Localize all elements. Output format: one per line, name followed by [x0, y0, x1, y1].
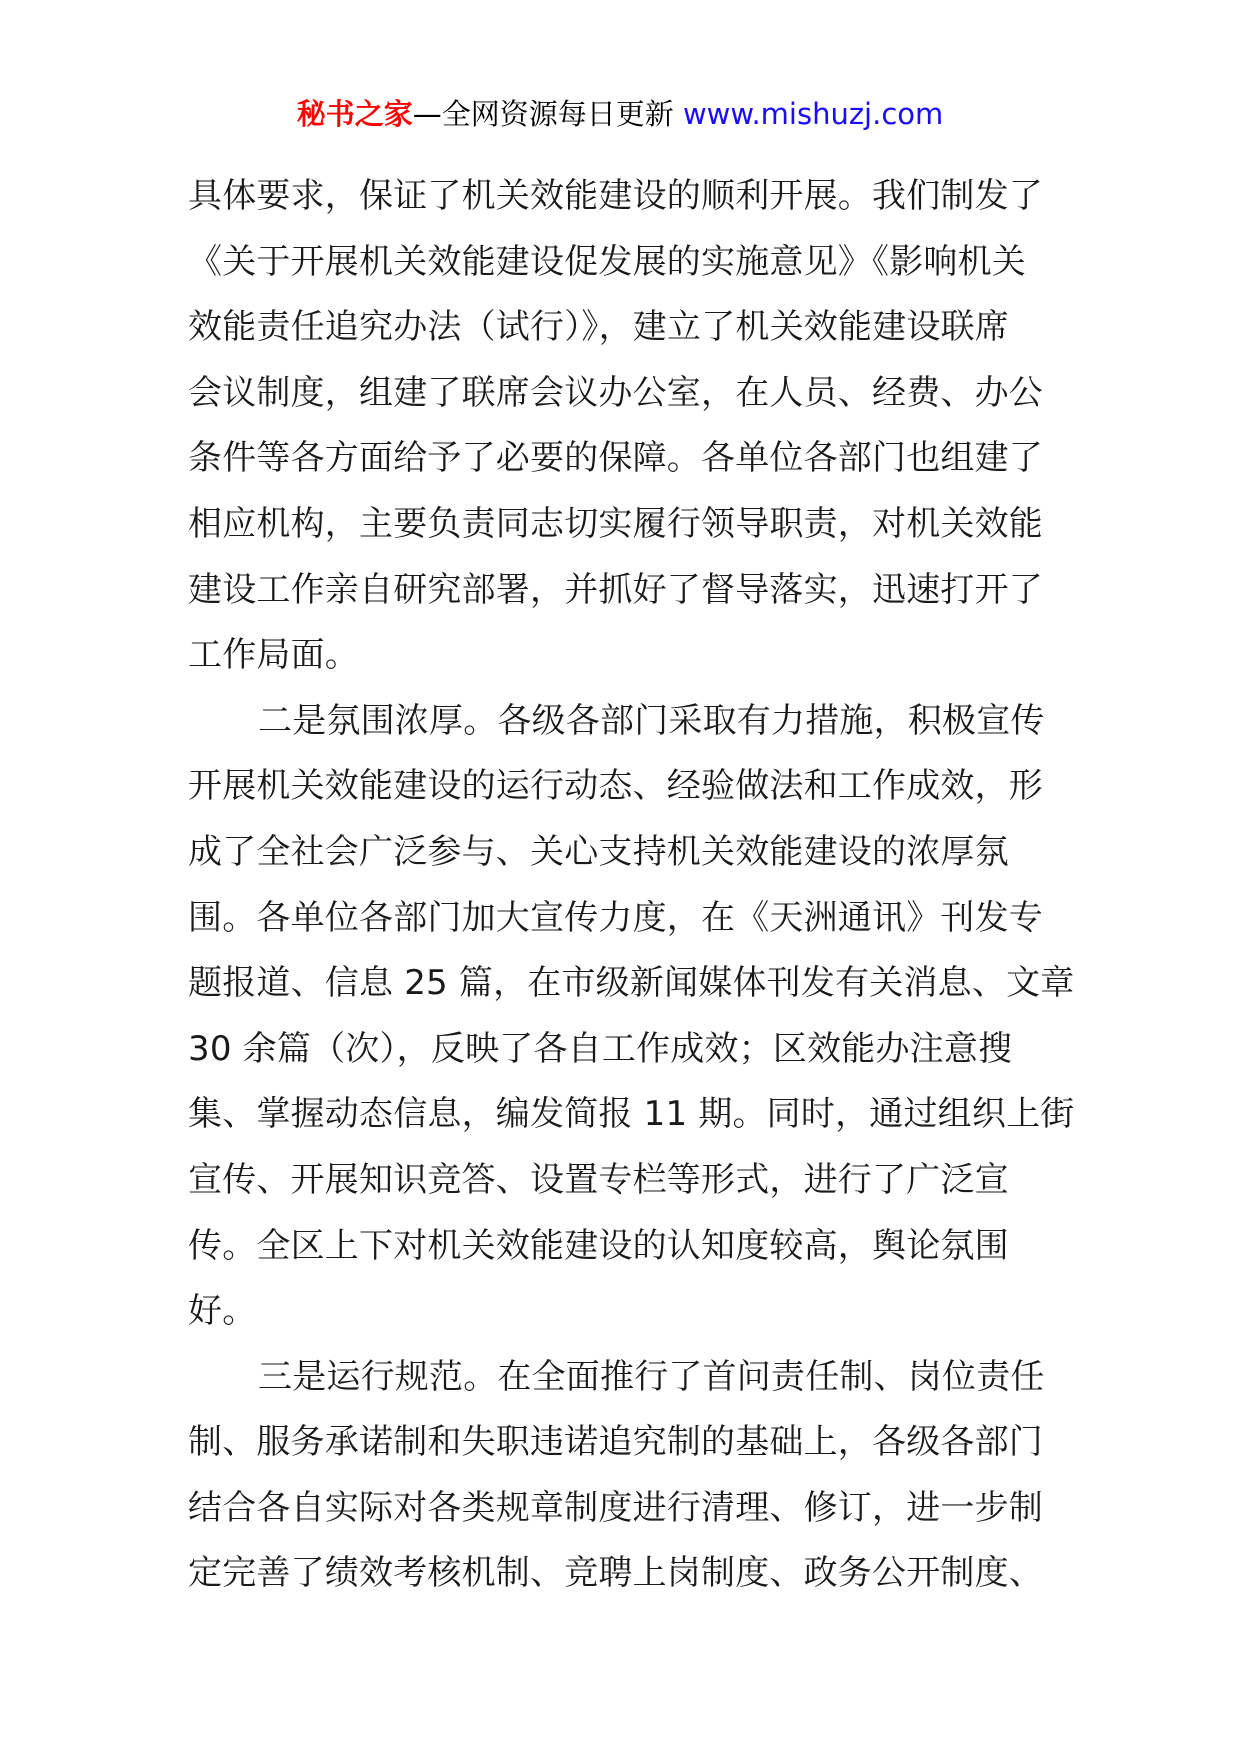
text-line: 集、掌握动态信息，编发简报 11 期。同时，通过组织上街 [188, 1094, 1075, 1135]
site-url-link[interactable]: www.mishuzj.com [682, 97, 944, 131]
text-line: 具体要求，保证了机关效能建设的顺利开展。我们制发了 [188, 176, 1043, 216]
document-body [188, 164, 1075, 1607]
text-line: 定完善了绩效考核机制、竞聘上岗制度、政务公开制度、 [188, 1553, 1043, 1594]
text-line: 30 余篇（次），反映了各自工作成效；区效能办注意搜 [188, 1028, 1013, 1069]
text-line: 会议制度，组建了联席会议办公室，在人员、经费、办公 [188, 372, 1043, 413]
text-line: 工作局面。 [188, 635, 359, 676]
text-line: 宣传、开展知识竞答、设置专栏等形式，进行了广泛宣 [188, 1159, 1009, 1200]
text-line: 相应机构，主要负责同志切实履行领导职责，对机关效能 [188, 503, 1043, 544]
text-line: 题报道、信息 25 篇，在市级新闻媒体刊发有关消息、文章 [188, 963, 1075, 1004]
page-header [0, 94, 1240, 134]
text-line: 好。 [188, 1291, 257, 1332]
text-line: 传。全区上下对机关效能建设的认知度较高，舆论氛围 [188, 1225, 1009, 1266]
site-brand: 秘书之家 [296, 97, 413, 131]
text-line: 建设工作亲自研究部署，并抓好了督导落实，迅速打开了 [188, 569, 1043, 610]
text-line: 成了全社会广泛参与、关心支持机关效能建设的浓厚氛 [188, 831, 1009, 872]
text-line: 结合各自实际对各类规章制度进行清理、修订，进一步制 [188, 1487, 1043, 1528]
text-line: 开展机关效能建设的运行动态、经验做法和工作成效，形 [188, 766, 1043, 807]
site-tagline: —全网资源每日更新 [412, 97, 674, 131]
text-line: 三是运行规范。在全面推行了首问责任制、岗位责任 [258, 1356, 1045, 1397]
text-line: 效能责任追究办法（试行）》，建立了机关效能建设联席 [188, 307, 1009, 348]
text-line: 《关于开展机关效能建设促发展的实施意见》《影响机关 [188, 241, 1026, 282]
text-line: 制、服务承诺制和失职违诺追究制的基础上，各级各部门 [188, 1422, 1043, 1463]
text-line: 条件等各方面给予了必要的保障。各单位各部门也组建了 [188, 438, 1043, 479]
text-line: 围。各单位各部门加大宣传力度，在《天洲通讯》刊发专 [188, 897, 1043, 938]
text-line: 二是氛围浓厚。各级各部门采取有力措施，积极宣传 [258, 700, 1045, 741]
